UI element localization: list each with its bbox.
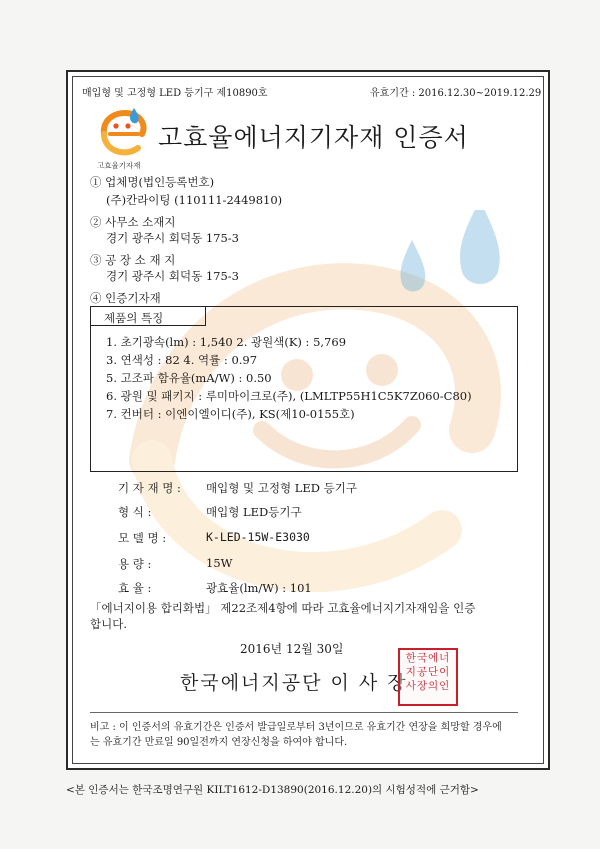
spec-value: 매입형 및 고정형 LED 등기구	[206, 481, 357, 495]
logo-caption: 고효율기자재	[97, 161, 141, 170]
certificate-number: 매입형 및 고정형 LED 등기구 제10890호	[82, 88, 268, 99]
statement-line: 합니다.	[90, 617, 127, 631]
official-seal	[398, 648, 458, 706]
factory-heading: ③ 공 장 소 재 지	[90, 253, 176, 267]
note-line: 는 유효기간 만료일 90일전까지 연장신청을 하여야 합니다.	[90, 737, 348, 748]
seal-text: 한국에너	[405, 652, 451, 664]
statement-line: 「에너지이용 합리화법」 제22조제4항에 따라 고효율에너지기자재임을 인증	[90, 601, 476, 615]
footer-basis: <본 인증서는 한국조명연구원 KILT1612-D13890(2016.12.20)의 시험성적에 근거함>	[66, 784, 479, 796]
spec-value: K-LED-15W-E3030	[206, 530, 310, 544]
equipment-heading: ④ 인증기자재	[90, 291, 161, 305]
spec-label: 효 율 :	[118, 581, 152, 595]
feature-line: 3. 연색성 : 82 4. 역률 : 0.97	[106, 353, 258, 367]
note-line: 비고 : 이 인증서의 유효기간은 인증서 발급일로부터 3년이므로 유효기간 연장을 희망할 경우에	[90, 722, 502, 733]
feature-line: 7. 컨버터 : 이엔이엘이디(주), KS(제10-0155호)	[106, 407, 355, 421]
spec-value: 광효율(lm/W) : 101	[206, 581, 312, 595]
spec-value: 15W	[206, 556, 233, 570]
spec-value: 매입형 LED등기구	[206, 505, 302, 519]
spec-label: 형 식 :	[118, 505, 152, 519]
issuer-name: 한국에너지공단 이 사 장	[180, 672, 408, 694]
company-heading: ① 업체명(법인등록번호)	[90, 175, 215, 189]
spec-label: 용 량 :	[118, 557, 152, 571]
seal-text: 지공단이	[405, 666, 451, 678]
office-value: 경기 광주시 회덕동 175-3	[106, 231, 239, 245]
feature-tab-label: 제품의 특징	[104, 311, 164, 325]
spec-label: 모 델 명 :	[118, 531, 167, 545]
divider	[90, 712, 518, 713]
feature-line: 5. 고조파 함유율(mA/W) : 0.50	[106, 371, 272, 385]
feature-line: 6. 광원 및 패키지 : 루미마이크로(주), (LMLTP55H1C5K7Z060-C80)	[106, 389, 472, 403]
validity-period: 유효기간 : 2016.12.30~2019.12.29	[370, 88, 542, 99]
smiley-e-icon	[94, 104, 150, 162]
feature-line: 1. 초기광속(lm) : 1,540 2. 광원색(K) : 5,769	[106, 335, 347, 349]
company-value: (주)칸라이팅 (110111-2449810)	[106, 193, 283, 207]
issue-date: 2016년 12월 30일	[240, 642, 344, 656]
spec-label: 기 자 재 명 :	[118, 481, 181, 495]
factory-value: 경기 광주시 회덕동 175-3	[106, 269, 239, 283]
page-title: 고효율에너지기자재 인증서	[158, 123, 469, 152]
office-heading: ② 사무소 소재지	[90, 215, 176, 229]
seal-text: 사장의인	[405, 680, 451, 692]
